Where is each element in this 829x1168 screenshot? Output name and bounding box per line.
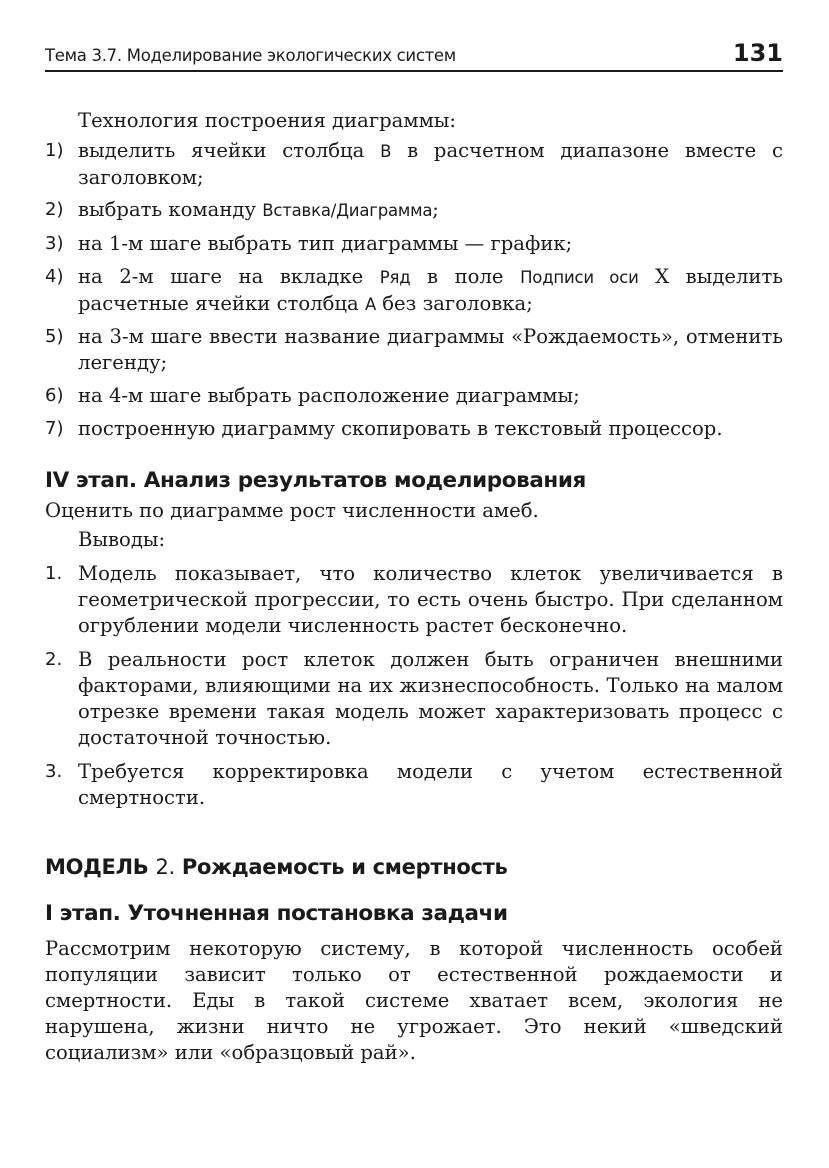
list-item bbox=[45, 647, 783, 751]
list-item-text: Требуется корректировка модели с учетом естественной смертности. bbox=[78, 760, 783, 809]
list-item-text: построенную диаграмму скопировать в текстовый процессор. bbox=[78, 417, 723, 440]
list-item-text: на 4-м шаге выбрать расположение диаграммы; bbox=[78, 384, 580, 407]
conclusions-label: Выводы: bbox=[78, 528, 166, 551]
list-item-number: 2) bbox=[45, 199, 64, 220]
list-item-text: в расчетном диапазоне вместе с заголовком; bbox=[78, 139, 783, 189]
stage4-lead: Оценить по диаграмме рост численности амеб. bbox=[45, 499, 539, 522]
ui-term: Ряд bbox=[379, 268, 411, 287]
ui-term: Вставка/Диаграмма bbox=[262, 201, 433, 220]
list-item-number: 4) bbox=[45, 266, 64, 287]
diagram-steps-intro: Технология построения диаграммы: bbox=[78, 109, 457, 132]
list-item-number: 2. bbox=[45, 649, 63, 670]
ui-term: B bbox=[380, 142, 392, 161]
stage1-heading: I этап. Уточненная постановка задачи bbox=[45, 901, 508, 926]
list-item-text: без заголовка; bbox=[376, 292, 533, 315]
list-item bbox=[45, 264, 783, 318]
list-item-text: Модель показывает, что количество клеток увеличивается в геометрической прогрессии, то есть очень быстро. При сделанном огрублении модели численность растет бесконечно. bbox=[78, 562, 783, 637]
ui-term: Подписи оси bbox=[520, 268, 639, 287]
list-item bbox=[45, 197, 783, 224]
list-item-number: 3) bbox=[45, 233, 64, 254]
list-item bbox=[45, 231, 783, 257]
list-item bbox=[45, 383, 783, 409]
list-item-text: в поле bbox=[410, 265, 521, 288]
model2-heading bbox=[45, 855, 783, 879]
conclusions-list bbox=[45, 561, 783, 811]
stage4-heading: IV этап. Анализ результатов моделирования bbox=[45, 468, 586, 493]
list-item-text: выбрать команду bbox=[78, 198, 263, 221]
stage1-text: Рассмотрим некоторую систему, в которой численность особей популяции зависит только от естественной рождаемости и смертности. Еды в такой системе хватает всем, экология не нарушена, жизни ничто не угрожает. Это некий «шведский социализм» или «образцовый рай». bbox=[45, 937, 783, 1064]
list-item-number: 1. bbox=[45, 563, 63, 584]
list-item bbox=[45, 759, 783, 811]
running-header bbox=[45, 38, 783, 72]
running-title: Тема 3.7. Моделирование экологических систем bbox=[45, 46, 456, 65]
list-item bbox=[45, 416, 783, 442]
list-item bbox=[45, 324, 783, 376]
page-body bbox=[45, 108, 783, 1066]
diagram-steps-list bbox=[45, 138, 783, 442]
list-item-number: 6) bbox=[45, 385, 64, 406]
model-label: МОДЕЛЬ bbox=[45, 855, 149, 879]
list-item-number: 7) bbox=[45, 418, 64, 439]
list-item bbox=[45, 561, 783, 639]
list-item bbox=[45, 138, 783, 191]
page-number: 131 bbox=[732, 39, 783, 67]
list-item-number: 3. bbox=[45, 761, 63, 782]
list-item-text: на 3-м шаге ввести название диаграммы «Рождаемость», отменить легенду; bbox=[78, 325, 783, 374]
list-item-text: X выделить расчетные ячейки столбца bbox=[78, 265, 783, 315]
list-item-text: ; bbox=[432, 198, 439, 221]
list-item-text: на 1-м шаге выбрать тип диаграммы — график; bbox=[78, 232, 573, 255]
ui-term: A bbox=[364, 295, 377, 314]
model-number: 2. bbox=[155, 855, 175, 879]
list-item-number: 5) bbox=[45, 326, 64, 347]
list-item-text: на 2-м шаге на вкладке bbox=[78, 265, 380, 288]
model-title: Рождаемость и смертность bbox=[181, 855, 508, 879]
list-item-number: 1) bbox=[45, 140, 64, 161]
list-item-text: выделить ячейки столбца bbox=[78, 139, 381, 162]
list-item-text: В реальности рост клеток должен быть ограничен внешними факторами, влияющими на их жизнеспособность. Только на малом отрезке времени такая модель может характеризовать процесс с достаточной точностью. bbox=[78, 648, 783, 749]
